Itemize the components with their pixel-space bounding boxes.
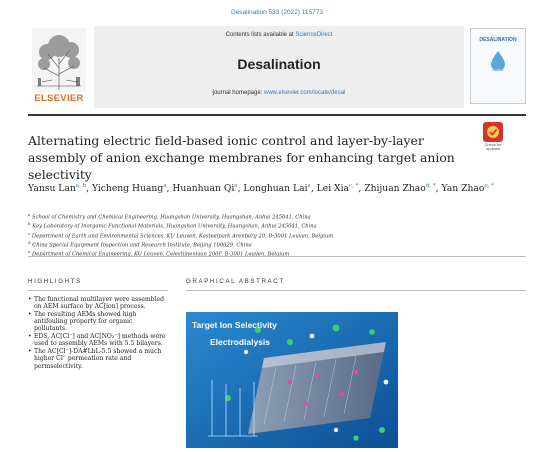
graphical-abstract-rule	[186, 290, 526, 291]
graphical-abstract-image[interactable]	[186, 312, 398, 448]
ga-line-2: Electrodialysis	[210, 337, 271, 347]
affiliation-item	[28, 212, 528, 221]
affiliation-item	[28, 221, 528, 230]
ga-line-1: Target Ion Selectivity	[192, 320, 277, 330]
elsevier-tree-icon	[32, 28, 86, 92]
affiliation-text: Key Laboratory of Inorganic Functional Materials, Huangshan University, Huangshan, Anhui 245041, China	[32, 224, 317, 231]
author-affil-marker[interactable]: a, b	[75, 183, 87, 189]
author-name[interactable]: Yicheng Huang	[91, 183, 164, 195]
author-name[interactable]: Yansu Lan	[28, 183, 76, 195]
author-affil-marker[interactable]: c, *	[349, 183, 359, 189]
homepage-prefix: journal homepage:	[212, 90, 263, 96]
affiliation-item	[28, 231, 528, 240]
sciencedirect-link[interactable]: ScienceDirect	[295, 32, 333, 38]
author-affil-marker[interactable]: e, *	[484, 183, 494, 189]
highlight-item: • EDS, AC[Cl⁻] and AC[NO₃⁻] methods were used to assembly AEMs with 5.5 bilayers.	[28, 333, 166, 348]
affiliation-key: b	[28, 221, 31, 227]
highlight-item: • The functional multilayer were assembled on AEM surface by AC[ion] process.	[28, 296, 166, 311]
check-for-updates-badge[interactable]	[480, 122, 506, 154]
highlights-heading: HIGHLIGHTS	[28, 278, 82, 285]
affiliation-item	[28, 240, 528, 249]
contents-prefix: Contents lists available at	[225, 32, 294, 38]
check-updates-icon	[480, 122, 506, 142]
highlight-item: • The AC[Cl⁻]-DA#LbL-5.5 showed a much higher Cl⁻ permeation rate and permselectivity.	[28, 348, 166, 370]
affiliation-key: d	[28, 239, 31, 245]
journal-title[interactable]: Desalination	[237, 56, 321, 72]
journal-info-panel	[94, 26, 464, 108]
affiliation-text: School of Chemistry and Chemical Engineering, Huangshan University, Huangshan, Anhui 245041, China	[32, 214, 311, 221]
graphical-abstract-heading: GRAPHICAL ABSTRACT	[186, 278, 285, 285]
water-drop-icon	[491, 51, 505, 71]
check-updates-label	[480, 143, 506, 151]
affiliation-text: Department of Earth and Environmental Sciences, KU Leuven, Kasteelpark Arenberg 20, B-3001 Leuven, Belgium	[31, 233, 334, 240]
affiliation-text: Department of Chemical Engineering, KU Leuven, Celestijnenlaan 200F, B-3001 Leuven, Belgium	[32, 252, 290, 259]
affiliation-key: a	[28, 212, 31, 217]
highlight-item: • The resulting AEMs showed high antifouling property for organic pollutants.	[28, 311, 166, 333]
elsevier-logo[interactable]	[28, 26, 90, 108]
article-title: Alternating electric field-based ionic control and layer-by-layer assembly of anion exchange membranes for enhancing target anion selectivity	[28, 133, 455, 182]
author-affil-marker[interactable]: a	[234, 183, 238, 189]
author-name[interactable]: Huanhuan Qi	[172, 183, 235, 195]
author-name[interactable]: Yan Zhao	[441, 183, 485, 195]
graphical-abstract-figure	[186, 312, 398, 448]
journal-cover-thumbnail[interactable]	[470, 28, 526, 104]
author-name[interactable]: Lei Xia	[316, 183, 350, 195]
affiliation-key: c	[28, 230, 31, 236]
author-list: Yansu Lan$^{a, b}$, Yicheng Huang$^a$, Huanhuan Qi$^a$, Longhuan Lai$^a$, Lei Xia$^{c, *}$, Zhijuan Zhao$^{d, *}$, Yan Zhao$^{e, *}$	[28, 183, 494, 195]
affiliation-list	[28, 212, 528, 259]
affiliation-item	[28, 249, 528, 258]
journal-reference[interactable]: Desalination 533 (2022) 115773	[230, 9, 324, 16]
author-affil-marker[interactable]: a	[307, 183, 311, 189]
contents-line	[94, 32, 464, 38]
affiliation-text: China Special Equipment Inspection and Research Institute, Beijing 100029, China	[32, 242, 252, 249]
cover-title: DESALINATION	[479, 37, 517, 43]
check-updates-line-1: Check for	[484, 142, 502, 147]
author-affil-marker[interactable]: d, *	[425, 183, 436, 189]
homepage-link[interactable]: www.elsevier.com/locate/desal	[264, 90, 346, 96]
check-updates-line-2: updates	[485, 146, 501, 151]
journal-header	[28, 26, 526, 110]
author-name[interactable]: Zhijuan Zhao	[364, 183, 426, 195]
highlights-rule	[28, 290, 168, 291]
author-name[interactable]: Longhuan Lai	[243, 183, 308, 195]
highlights-list	[28, 296, 166, 370]
header-divider	[28, 114, 526, 116]
author-affil-marker[interactable]: a	[163, 183, 167, 189]
affiliation-key: e	[28, 249, 31, 255]
elsevier-wordmark: ELSEVIER	[34, 93, 84, 104]
section-divider	[28, 256, 526, 257]
homepage-line	[94, 90, 464, 96]
